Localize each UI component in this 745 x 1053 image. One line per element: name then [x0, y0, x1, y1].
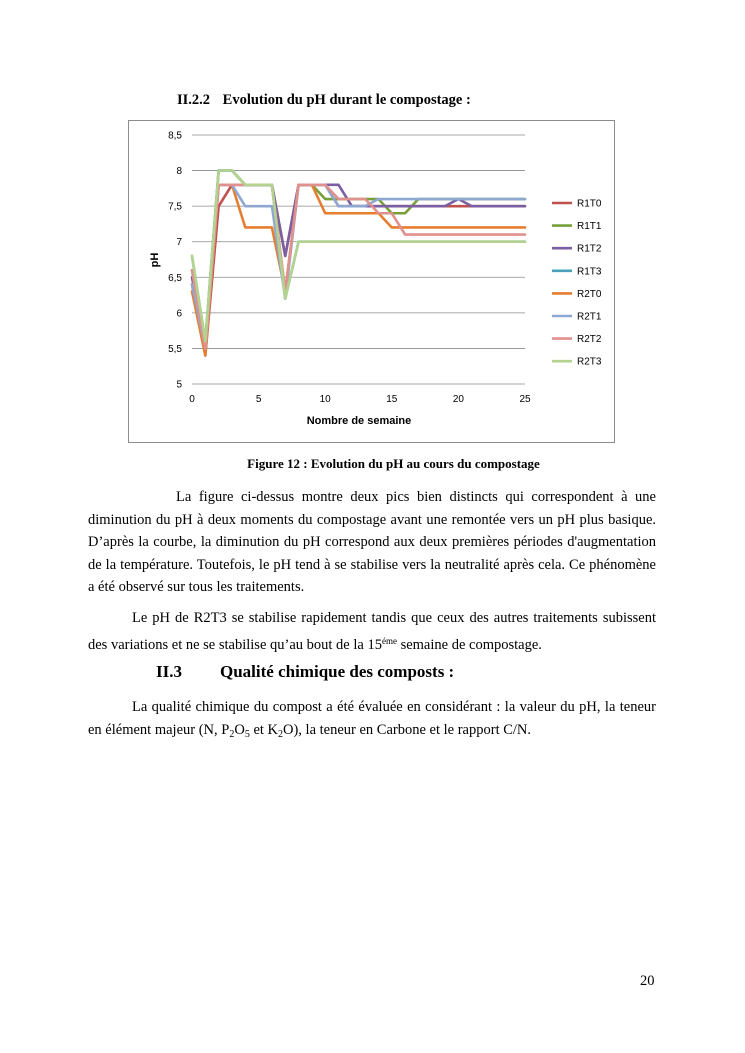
paragraph-2-text: Le pH de R2T3 se stabilise rapidement tandis que ceux des autres traitements subissent des variations et ne se stabilise qu’au bout de la 15 [88, 610, 656, 653]
paragraph-1: La figure ci-dessus montre deux pics bien distincts qui correspondent à une diminution du pH à deux moments du compostage avant une remontée vers un pH plus basique. D’après la courbe, la diminution du pH correspond aux deux premières périodes d'augmentation de la température. Toutefois, le pH tend à se stabilise vers la neutralité après cela. Ce phénomène a été observé sur tous les traitements. [88, 489, 656, 595]
paragraph-2 [88, 607, 656, 656]
x-axis-title: Nombre de semaine [306, 415, 412, 427]
p3-text-4: O), la teneur en Carbone et le rapport C/N. [283, 721, 532, 738]
paragraph-2-text-end: semaine de compostage. [396, 636, 542, 653]
legend-label-r2t2: R2T2 [577, 334, 602, 346]
y-tick-label: 5 [176, 379, 182, 391]
series-line-r2t3 [192, 171, 525, 342]
series-line-r2t1 [192, 185, 525, 349]
series-line-r2t0 [192, 185, 525, 356]
y-tick-label: 7,5 [168, 201, 182, 213]
series-line-r1t1 [192, 171, 525, 342]
ph-evolution-chart [128, 120, 615, 443]
y-tick-label: 8,5 [168, 130, 182, 142]
y-axis-title: pH [149, 252, 161, 268]
x-tick-label: 25 [519, 394, 531, 405]
y-tick-label: 6,5 [168, 272, 182, 284]
x-tick-label: 10 [319, 394, 331, 405]
series-line-r1t3 [192, 171, 525, 342]
section-title: Evolution du pH durant le compostage : [222, 92, 471, 108]
y-tick-label: 5,5 [168, 343, 182, 355]
p3-sub-2: 5 [244, 728, 250, 740]
x-tick-label: 15 [386, 394, 398, 405]
y-tick-label: 7 [176, 237, 182, 249]
legend-label-r2t0: R2T0 [577, 288, 602, 300]
figure-caption: Figure 12 : Evolution du pH au cours du compostage [247, 456, 540, 471]
paragraph-2-superscript: éme [381, 635, 397, 646]
x-tick-label: 20 [452, 394, 464, 405]
legend-label-r1t2: R1T2 [577, 243, 602, 255]
subsection-heading [156, 662, 454, 682]
series-line-r1t0 [192, 185, 525, 356]
section-heading [177, 92, 471, 109]
section-number: II.2.2 [177, 92, 211, 108]
series-line-r2t2 [192, 185, 525, 349]
p3-text-2: O [234, 721, 245, 738]
subsection-title: Qualité chimique des composts : [220, 662, 455, 681]
p3-sub-1: 2 [229, 728, 235, 740]
p3-text-3: et K [249, 721, 278, 738]
x-tick-label: 5 [255, 394, 262, 405]
y-tick-label: 8 [176, 166, 182, 178]
legend-label-r1t1: R1T1 [577, 221, 602, 233]
paragraph-3 [88, 696, 656, 746]
x-tick-label: 0 [189, 394, 195, 405]
subsection-number: II.3 [156, 662, 182, 681]
page-number: 20 [640, 973, 655, 989]
legend-label-r2t1: R2T1 [577, 311, 602, 323]
legend-label-r1t0: R1T0 [577, 198, 602, 210]
p3-sub-3: 2 [278, 728, 283, 740]
y-tick-label: 6 [176, 308, 182, 320]
chart-svg [129, 121, 614, 442]
p3-text-1: La qualité chimique du compost a été évaluée en considérant : la valeur du pH, la teneur en élément majeur (N, P [88, 699, 656, 738]
legend-label-r1t3: R1T3 [577, 266, 602, 278]
series-line-r1t2 [192, 185, 525, 349]
legend-label-r2t3: R2T3 [577, 356, 602, 368]
